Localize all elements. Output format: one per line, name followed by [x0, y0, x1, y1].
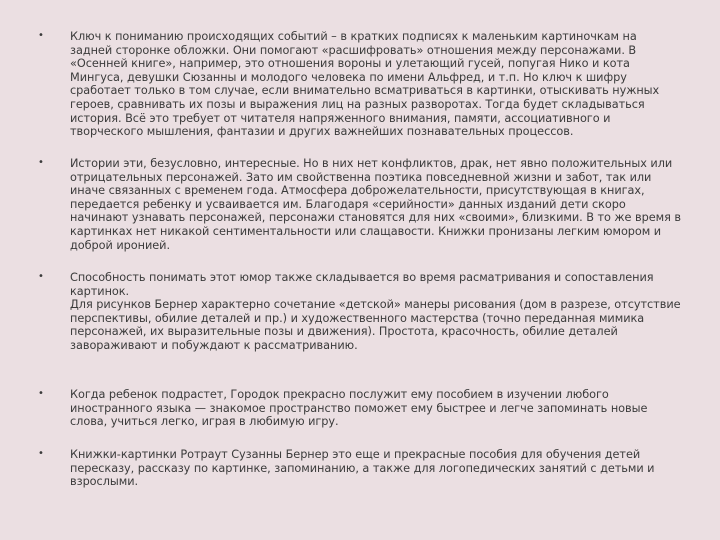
bullet-icon: •: [38, 448, 44, 459]
paragraph-text: Истории эти, безусловно, интересные. Но в них нет конфликтов, драк, нет явно положительных или отрицательных персонажей. Зато им свойственна поэтика повседневной жизни и забот, так или иначе связанных с временем года. Атмосфера доброжелательности, присутствующая в книгах, передается ребенку и усваивается им. Благодаря «серийности» данных изданий дети скоро начинают узнавать персонажей, персонажи становятся для них «своими», близкими. В то же время в картинках нет никакой сентиментальности или слащавости. Книжки пронизаны легким юмором и доброй иронией.: [70, 157, 681, 252]
bullet-icon: •: [38, 30, 44, 41]
paragraph-text: Ключ к пониманию происходящих событий – в кратких подписях к маленьким картиночкам на задней сторонке обложки. Они помогают «расшифровать» отношения между персонажами. В «Осенней книге», например, это отношения вороны и улетающий гусей, попугая Нико и кота Мингуса, девушки Сюзанны и молодого человека по имени Альфред, и т.п. Но ключ к шифру сработает только в том случае, если внимательно всматриваться в картинки, отыскивать нужных героев, сравнивать их позы и выражения лиц на разных разворотах. Тогда будет складываться история. Всё это требует от читателя напряженного внимания, памяти, ассоциативного и творческого мышления, фантазии и других важнейших познавательных процессов.: [70, 30, 660, 139]
paragraph-text: Способность понимать этот юмор также складывается во время расматривания и сопоставления картинок. Для рисунков Бернер характерно сочетание «детской» манеры рисования (дом в разрезе, отсутствие перспективы, обилие деталей и пр.) и художественного мастерства (точно переданная мимика персонажей, их выразительные позы и движения). Простота, красочность, обилие деталей завораживают и побуждают к рассматриванию.: [70, 271, 681, 352]
bullet-icon: •: [38, 271, 44, 282]
paragraph-text: Книжки-картинки Ротраут Сузанны Бернер это еще и прекрасные пособия для обучения детей пересказу, рассказу по картинке, запоминанию, а также для логопедических занятий с детьми и взрослыми.: [70, 448, 655, 489]
paragraph-text: Когда ребенок подрастет, Городок прекрасно послужит ему пособием в изучении любого иностранного языка — знакомое пространство поможет ему быстрее и легче запоминать новые слова, учиться легко, играя в любимую игру.: [70, 388, 648, 429]
bullet-icon: •: [38, 388, 44, 399]
bullet-icon: •: [38, 157, 44, 168]
